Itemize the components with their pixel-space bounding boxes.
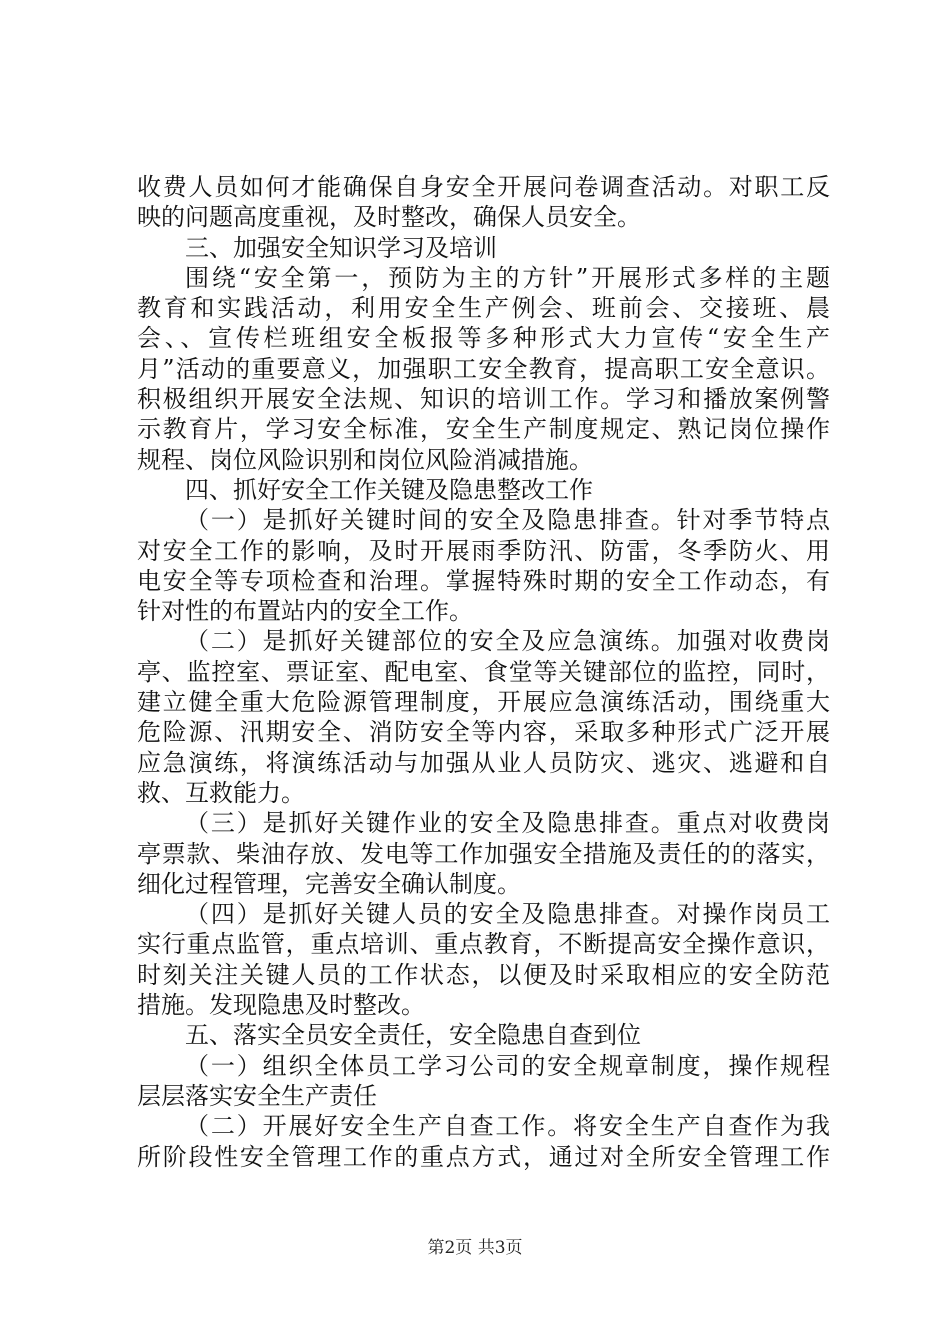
text-line: 三、加强安全知识学习及培训 [185,233,497,262]
text-line: 映的问题高度重视，及时整改，确保人员安全。 [137,203,641,232]
text-line: （四）是抓好关键人员的安全及隐患排查。对操作岗员工 [185,900,830,929]
document-body [137,172,830,1172]
text-line: 围绕“安全第一，预防为主的方针”开展形式多样的主题 [185,263,830,292]
text-line: 细化过程管理，完善安全确认制度。 [137,869,521,898]
text-line: 时刻关注关键人员的工作状态，以便及时采取相应的安全防范 [137,960,830,989]
text-line: 收费人员如何才能确保自身安全开展问卷调查活动。对职工反 [137,173,830,201]
text-line: 针对性的布置站内的安全工作。 [137,597,473,626]
text-line: 建立健全重大危险源管理制度，开展应急演练活动，围绕重大 [137,688,830,717]
text-line: （二）是抓好关键部位的安全及应急演练。加强对收费岗 [185,627,830,656]
text-line: 危险源、汛期安全、消防安全等内容，采取多种形式广泛开展 [137,718,830,747]
text-line: 五、落实全员安全责任，安全隐患自查到位 [185,1021,641,1050]
text-line: （二）开展好安全生产自查工作。将安全生产自查作为我 [185,1112,830,1141]
text-line: 会、、宣传栏班组安全板报等多种形式大力宣传“安全生产 [137,324,830,353]
text-line: 月”活动的重要意义，加强职工安全教育，提高职工安全意识。 [137,354,830,383]
text-line: 四、抓好安全工作关键及隐患整改工作 [185,475,593,504]
text-line: 层层落实安全生产责任 [137,1081,377,1110]
text-line: 亭票款、柴油存放、发电等工作加强安全措施及责任的的落实， [137,839,830,868]
text-line: 教育和实践活动，利用安全生产例会、班前会、交接班、晨 [137,294,830,323]
text-line: 所阶段性安全管理工作的重点方式，通过对全所安全管理工作 [137,1142,830,1171]
text-line: 电安全等专项检查和治理。掌握特殊时期的安全工作动态，有 [137,566,830,595]
text-line: 应急演练，将演练活动与加强从业人员防灾、逃灾、逃避和自 [137,748,830,777]
text-line: 救、互救能力。 [137,778,305,807]
text-line: 对安全工作的影响，及时开展雨季防汛、防雷，冬季防火、用 [137,536,830,565]
page-footer: 第2页 共3页 [427,1238,523,1258]
text-line: 规程、岗位风险识别和岗位风险消减措施。 [137,445,593,474]
text-line: （一）是抓好关键时间的安全及隐患排查。针对季节特点 [185,506,830,535]
text-line: 积极组织开展安全法规、知识的培训工作。学习和播放案例警 [137,385,830,414]
text-line: 示教育片，学习安全标准，安全生产制度规定、熟记岗位操作 [137,415,830,444]
text-line: 实行重点监管，重点培训、重点教育，不断提高安全操作意识， [137,930,830,959]
text-line: 措施。发现隐患及时整改。 [137,991,425,1020]
text-line: （一）组织全体员工学习公司的安全规章制度，操作规程 [185,1051,830,1080]
text-line: 亭、监控室、票证室、配电室、食堂等关键部位的监控，同时， [137,657,830,686]
text-line: （三）是抓好关键作业的安全及隐患排查。重点对收费岗 [185,809,830,838]
